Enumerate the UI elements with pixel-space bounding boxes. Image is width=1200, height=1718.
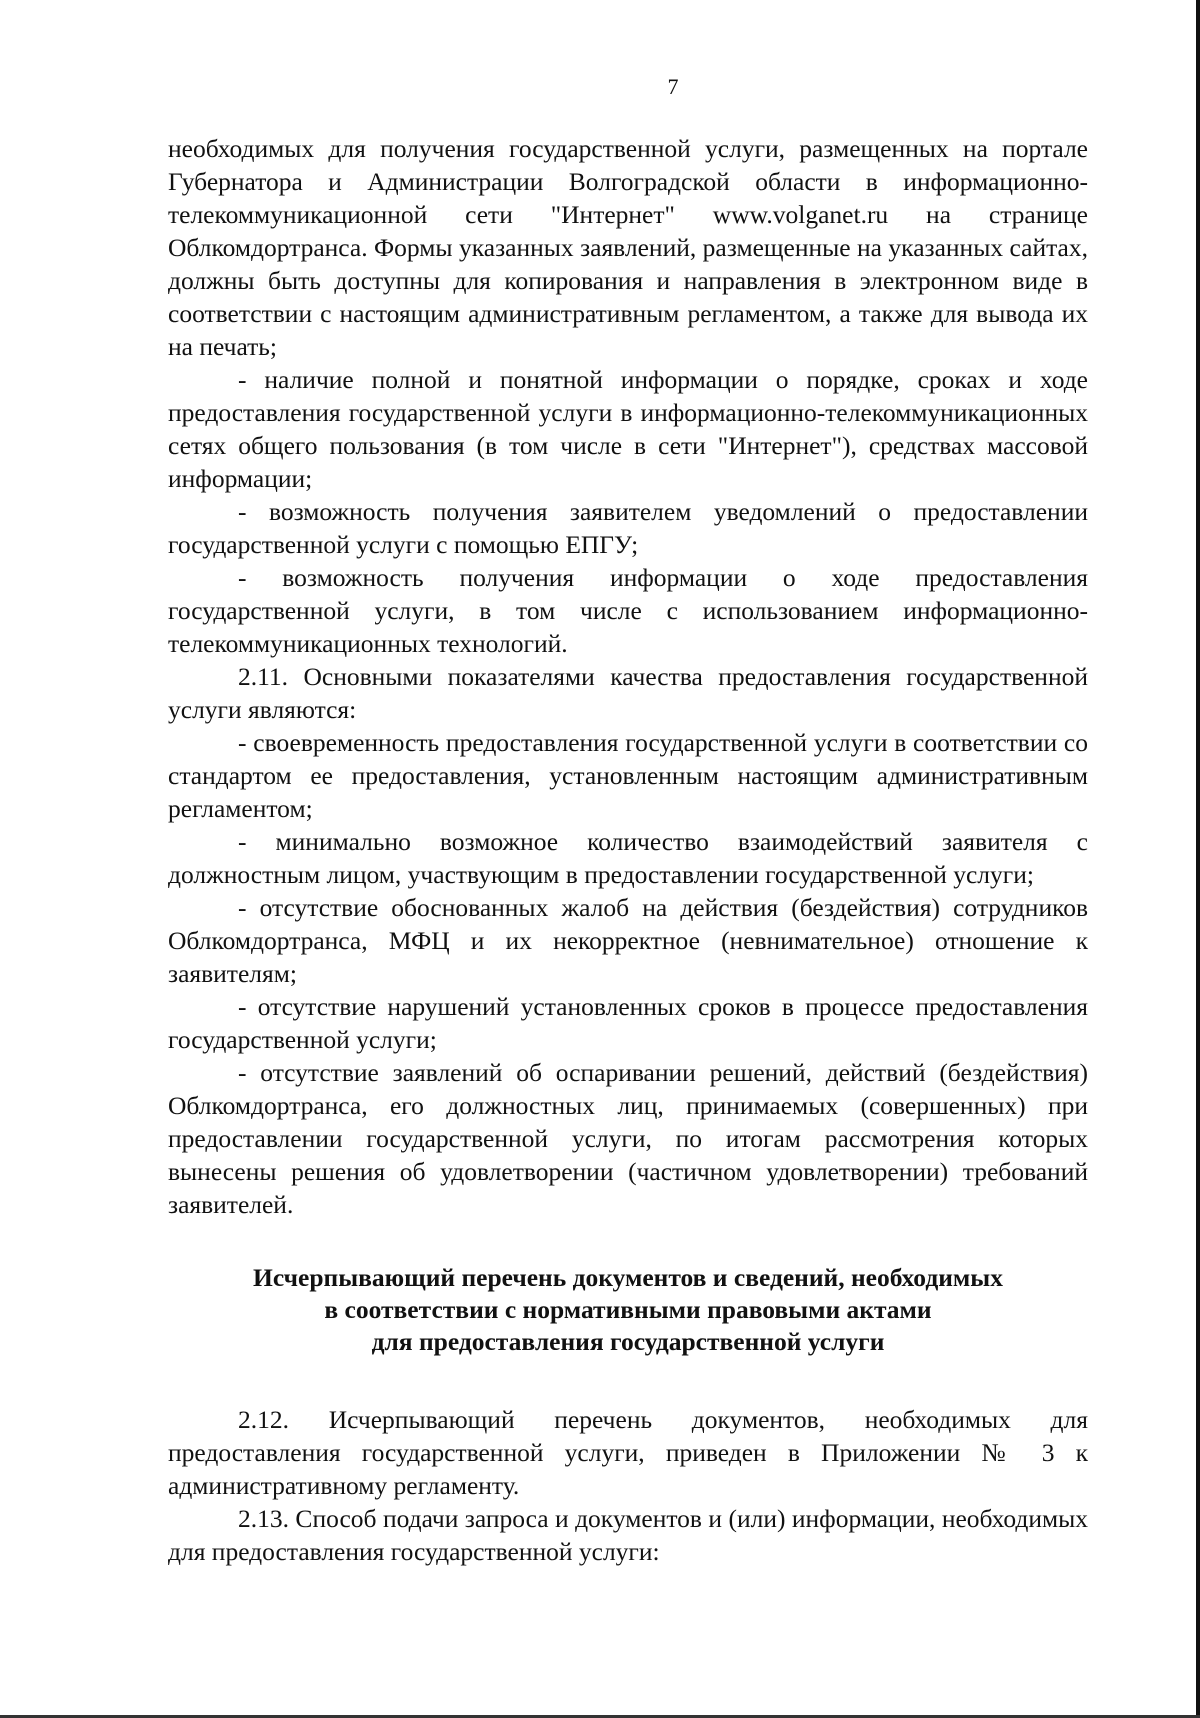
paragraph-list-item: - возможность получения информации о ходе предоставления государственной услуги, в том числе с использованием информационно-телекоммуникационных технологий. (168, 563, 1088, 658)
paragraph-section-2-11: 2.11. Основными показателями качества предоставления государственной услуги являются: (168, 662, 1088, 724)
section-heading-line: Исчерпывающий перечень документов и сведений, необходимых (253, 1263, 1003, 1292)
scan-edge-right (1196, 0, 1200, 1718)
paragraph-list-item: - минимально возможное количество взаимодействий заявителя с должностным лицом, участвующим в предоставлении государственной услуги; (168, 827, 1088, 889)
paragraph-section-2-12: 2.12. Исчерпывающий перечень документов, необходимых для предоставления государственной услуги, приведен в Приложении № 3 к административному регламенту. (168, 1405, 1088, 1500)
paragraph-list-item: - наличие полной и понятной информации о порядке, сроках и ходе предоставления государственной услуги в информационно-телекоммуникационных сетях общего пользования (в том числе в сети "Интернет"), средствах массовой информации; (168, 365, 1088, 493)
page-number: 7 (667, 74, 679, 99)
section-heading-line: в соответствии с нормативными правовыми актами (324, 1295, 932, 1324)
paragraph-list-item: - своевременность предоставления государственной услуги в соответствии со стандартом ее предоставления, установленным настоящим административным регламентом; (168, 728, 1088, 823)
paragraph-continuation: необходимых для получения государственной услуги, размещенных на портале Губернатора и Администрации Волгоградской области в информационно-телекоммуникационной сети "Интернет" www.volganet.ru на странице Облкомдортранса. Формы указанных заявлений, размещенные на указанных сайтах, должны быть доступны для копирования и направления в электронном виде в соответствии с настоящим административным регламентом, а также для вывода их на печать; (168, 134, 1088, 361)
section-heading (168, 1262, 1088, 1358)
paragraph-list-item: - возможность получения заявителем уведомлений о предоставлении государственной услуги с помощью ЕПГУ; (168, 497, 1088, 559)
paragraph-list-item: - отсутствие заявлений об оспаривании решений, действий (бездействия) Облкомдортранса, его должностных лиц, принимаемых (совершенных) при предоставлении государственной услуги, по итогам рассмотрения которых вынесены решения об удовлетворении (частичном удовлетворении) требований заявителей. (168, 1058, 1088, 1219)
document-page (168, 72, 1088, 1568)
paragraph-list-item: - отсутствие обоснованных жалоб на действия (бездействия) сотрудников Облкомдортранса, МФЦ и их некорректное (невнимательное) отношение к заявителям; (168, 893, 1088, 988)
section-heading-line: для предоставления государственной услуги (371, 1327, 885, 1356)
paragraph-section-2-13: 2.13. Способ подачи запроса и документов и (или) информации, необходимых для предоставления государственной услуги: (168, 1504, 1088, 1566)
paragraph-list-item: - отсутствие нарушений установленных сроков в процессе предоставления государственной услуги; (168, 992, 1088, 1054)
